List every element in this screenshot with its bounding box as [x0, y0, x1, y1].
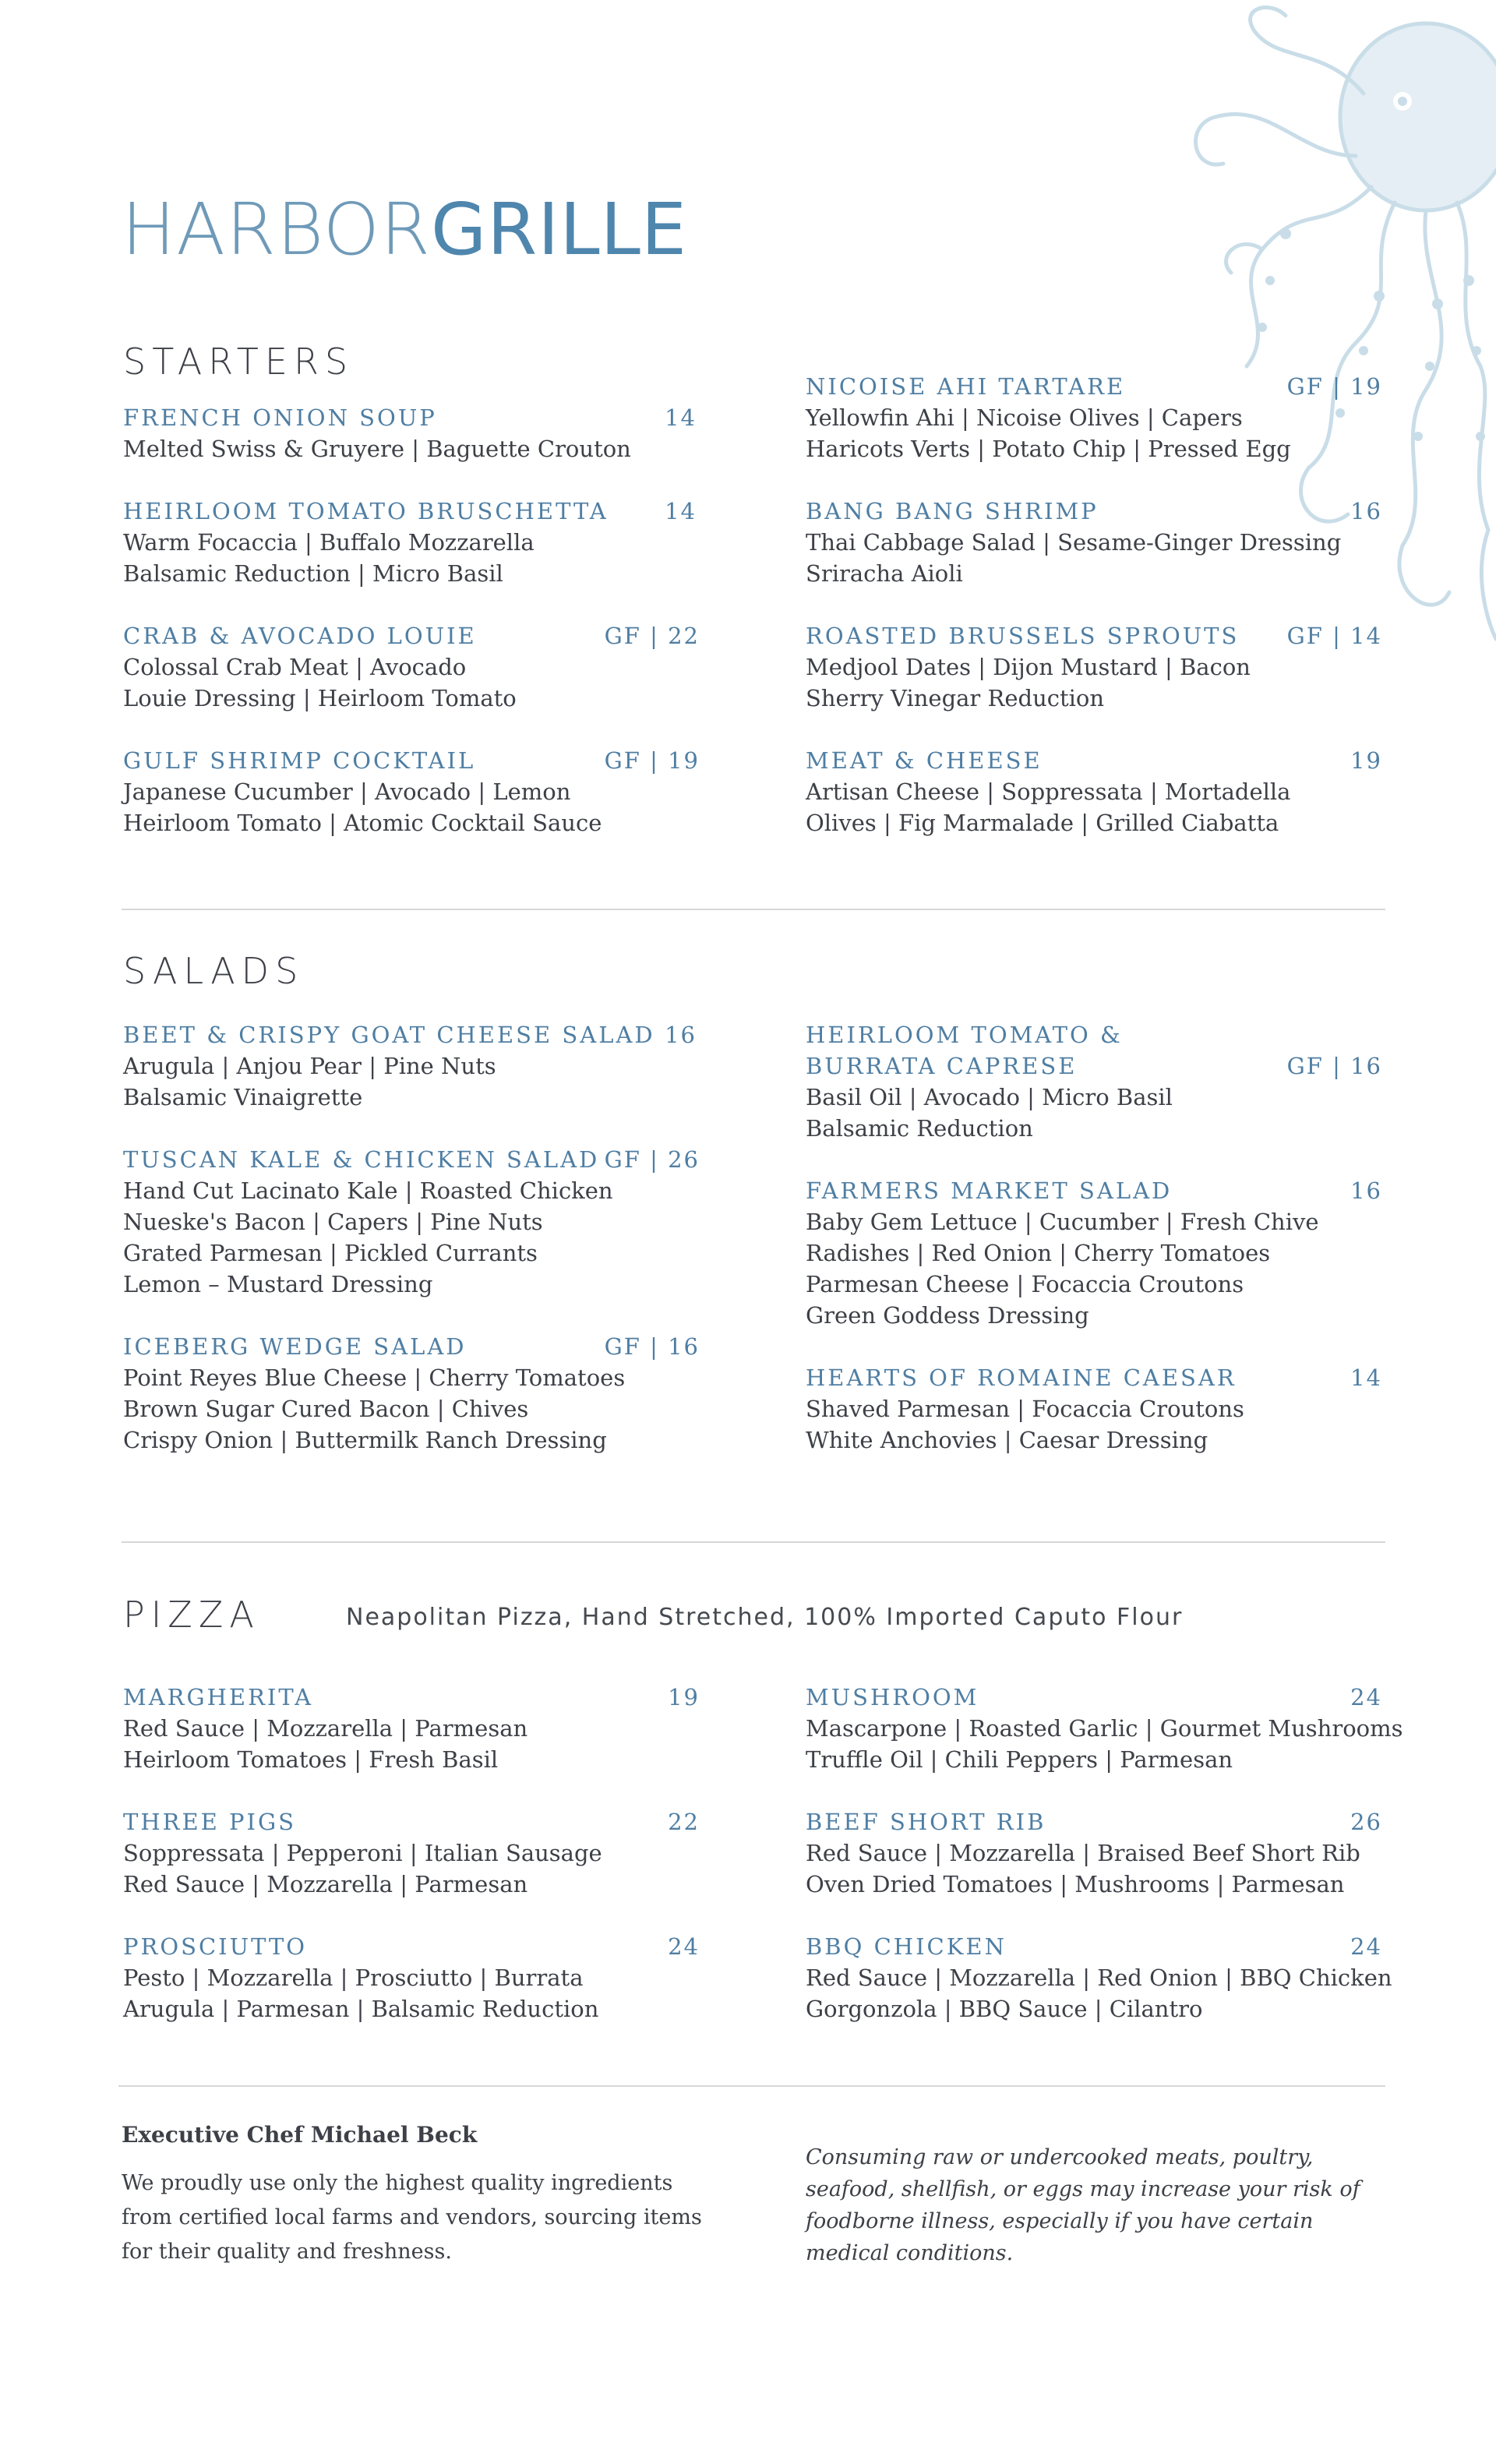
brand-logo	[122, 187, 687, 273]
brand-logo-grille: GRILLE	[431, 188, 687, 271]
item-desc-line: White Anchovies | Caesar Dressing	[806, 1427, 1208, 1453]
item-desc-line: Nueske's Bacon | Capers | Pine Nuts	[123, 1209, 543, 1235]
item-desc-line: Arugula | Parmesan | Balsamic Reduction	[123, 1996, 599, 2022]
item-name: TUSCAN KALE & CHICKEN SALAD	[123, 1146, 600, 1173]
menu-item-heirloom-burrata-caprese	[806, 1019, 1382, 1144]
section-divider	[122, 1541, 1385, 1543]
item-desc-line: Colossal Crab Meat | Avocado	[123, 654, 467, 680]
menu-item-tuscan-kale-chicken-salad	[123, 1144, 700, 1300]
item-desc-line: Red Sauce | Mozzarella | Parmesan	[123, 1715, 528, 1742]
item-price: 24	[1350, 1933, 1382, 1960]
menu-item-prosciutto	[123, 1931, 700, 2025]
item-desc-line: Red Sauce | Mozzarella | Braised Beef Short Rib	[806, 1840, 1360, 1866]
item-desc-line: Sherry Vinegar Reduction	[806, 685, 1105, 711]
item-desc-line: Shaved Parmesan | Focaccia Croutons	[806, 1396, 1244, 1422]
item-name: PROSCIUTTO	[123, 1933, 308, 1960]
item-price: 26	[1350, 1809, 1382, 1835]
sourcing-note: We proudly use only the highest quality ingredients from certified local farms and vendors, sourcing items for their quality and freshness.	[122, 2171, 702, 2264]
item-price: GF | 16	[1286, 1053, 1382, 1079]
menu-item-roasted-brussels-sprouts	[806, 620, 1382, 714]
item-price: 19	[668, 1684, 700, 1710]
item-price: GF | 26	[604, 1146, 700, 1173]
item-desc-line: Truffle Oil | Chili Peppers | Parmesan	[806, 1746, 1233, 1773]
item-price: 14	[1350, 1364, 1382, 1391]
menu-item-heirloom-tomato-bruschetta	[123, 496, 700, 589]
menu-item-iceberg-wedge-salad	[123, 1331, 700, 1456]
item-desc-line: Crispy Onion | Buttermilk Ranch Dressing	[123, 1427, 607, 1453]
menu-item-french-onion-soup	[123, 402, 700, 464]
item-desc-line: Balsamic Reduction	[806, 1115, 1033, 1142]
item-desc-line: Balsamic Vinaigrette	[123, 1084, 363, 1110]
item-desc-line: Artisan Cheese | Soppressata | Mortadella	[806, 778, 1291, 805]
item-name: FARMERS MARKET SALAD	[806, 1177, 1173, 1204]
pizza-subtitle: Neapolitan Pizza, Hand Stretched, 100% Imported Caputo Flour	[346, 1604, 1184, 1631]
item-price: GF | 16	[604, 1333, 700, 1360]
item-desc-line: Grated Parmesan | Pickled Currants	[123, 1240, 538, 1266]
item-desc-line: Sriracha Aioli	[806, 560, 963, 587]
menu-item-mushroom	[806, 1682, 1403, 1775]
menu-item-bang-bang-shrimp	[806, 496, 1382, 589]
item-desc-line: Heirloom Tomatoes | Fresh Basil	[123, 1746, 499, 1773]
item-name: MEAT & CHEESE	[806, 747, 1043, 774]
item-desc-line: Green Goddess Dressing	[806, 1302, 1089, 1329]
item-name: GULF SHRIMP COCKTAIL	[123, 747, 476, 774]
item-price: 16	[1350, 498, 1382, 524]
item-name-line-2: BURRATA CAPRESE	[806, 1053, 1078, 1079]
item-price: 24	[1350, 1684, 1382, 1710]
section-divider	[118, 2085, 1385, 2087]
item-price: 19	[1350, 747, 1382, 774]
item-desc-line: Radishes | Red Onion | Cherry Tomatoes	[806, 1240, 1271, 1266]
item-desc-line: Mascarpone | Roasted Garlic | Gourmet Mushrooms	[806, 1715, 1403, 1742]
item-price: GF | 14	[1286, 623, 1382, 649]
item-price: 14	[665, 498, 697, 524]
item-price: GF | 19	[604, 747, 700, 774]
item-name: ICEBERG WEDGE SALAD	[123, 1333, 467, 1360]
section-title-starters: STARTERS	[123, 341, 355, 383]
section-divider	[122, 909, 1385, 910]
item-desc-line: Hand Cut Lacinato Kale | Roasted Chicken	[123, 1177, 613, 1204]
item-desc-line: Melted Swiss & Gruyere | Baguette Crouton	[123, 436, 631, 462]
item-desc-line: Balsamic Reduction | Micro Basil	[123, 560, 503, 587]
item-price: GF | 19	[1286, 373, 1382, 400]
item-desc-line: Japanese Cucumber | Avocado | Lemon	[123, 778, 571, 805]
item-name: ROASTED BRUSSELS SPROUTS	[806, 623, 1240, 649]
menu-item-bbq-chicken	[806, 1931, 1392, 2025]
item-desc-line: Medjool Dates | Dijon Mustard | Bacon	[806, 654, 1251, 680]
item-name: BANG BANG SHRIMP	[806, 498, 1099, 524]
item-name: BEEF SHORT RIB	[806, 1809, 1046, 1835]
item-name-line-1: HEIRLOOM TOMATO &	[806, 1022, 1123, 1048]
item-desc-line: Arugula | Anjou Pear | Pine Nuts	[123, 1053, 496, 1079]
menu-item-margherita	[123, 1682, 700, 1775]
menu-item-three-pigs	[123, 1806, 700, 1900]
health-disclaimer: Consuming raw or undercooked meats, poultry, seafood, shellfish, or eggs may increase your risk of foodborne illness, especially if you have certain medical conditions.	[806, 2145, 1360, 2265]
item-desc-line: Point Reyes Blue Cheese | Cherry Tomatoes	[123, 1364, 626, 1391]
item-name: NICOISE AHI TARTARE	[806, 373, 1126, 400]
item-desc-line: Red Sauce | Mozzarella | Red Onion | BBQ Chicken	[806, 1964, 1392, 1991]
menu-item-beet-goat-cheese-salad	[123, 1019, 700, 1113]
item-desc-line: Haricots Verts | Potato Chip | Pressed Egg	[806, 436, 1291, 462]
item-name: THREE PIGS	[123, 1809, 297, 1835]
item-price: 16	[1350, 1177, 1382, 1204]
item-price: GF | 22	[604, 623, 700, 649]
item-price: 22	[668, 1809, 700, 1835]
chef-name: Executive Chef Michael Beck	[122, 2122, 478, 2148]
brand-logo-harbor: HARBOR	[122, 188, 431, 271]
item-name: MUSHROOM	[806, 1684, 979, 1710]
item-desc-line: Gorgonzola | BBQ Sauce | Cilantro	[806, 1996, 1203, 2022]
item-name: BBQ CHICKEN	[806, 1933, 1007, 1960]
item-desc-line: Thai Cabbage Salad | Sesame-Ginger Dressing	[806, 529, 1342, 556]
menu-item-farmers-market-salad	[806, 1175, 1382, 1331]
item-name: CRAB & AVOCADO LOUIE	[123, 623, 477, 649]
item-desc-line: Heirloom Tomato | Atomic Cocktail Sauce	[123, 810, 602, 836]
menu-item-beef-short-rib	[806, 1806, 1382, 1900]
item-desc-line: Brown Sugar Cured Bacon | Chives	[123, 1396, 529, 1422]
item-price: 14	[665, 404, 697, 431]
item-name: BEET & CRISPY GOAT CHEESE SALAD	[123, 1022, 655, 1048]
item-desc-line: Oven Dried Tomatoes | Mushrooms | Parmesan	[806, 1871, 1345, 1897]
menu-item-crab-avocado-louie	[123, 620, 700, 714]
item-desc-line: Soppressata | Pepperoni | Italian Sausage	[123, 1840, 602, 1866]
menu-item-hearts-of-romaine-caesar	[806, 1362, 1382, 1456]
item-desc-line: Red Sauce | Mozzarella | Parmesan	[123, 1871, 528, 1897]
item-name: HEARTS OF ROMAINE CAESAR	[806, 1364, 1237, 1391]
item-name: MARGHERITA	[123, 1684, 314, 1710]
item-desc-line: Basil Oil | Avocado | Micro Basil	[806, 1084, 1173, 1110]
item-name: FRENCH ONION SOUP	[123, 404, 437, 431]
menu-item-nicoise-ahi-tartare	[806, 371, 1382, 464]
item-desc-line: Yellowfin Ahi | Nicoise Olives | Capers	[806, 404, 1243, 431]
menu-item-gulf-shrimp-cocktail	[123, 745, 700, 838]
item-desc-line: Warm Focaccia | Buffalo Mozzarella	[123, 529, 535, 556]
item-desc-line: Lemon – Mustard Dressing	[123, 1271, 433, 1297]
item-name: HEIRLOOM TOMATO BRUSCHETTA	[123, 498, 609, 524]
item-desc-line: Louie Dressing | Heirloom Tomato	[123, 685, 517, 711]
item-desc-line: Baby Gem Lettuce | Cucumber | Fresh Chive	[806, 1209, 1319, 1235]
menu-item-meat-cheese	[806, 745, 1382, 838]
item-desc-line: Pesto | Mozzarella | Prosciutto | Burrata	[123, 1964, 584, 1991]
section-title-pizza: PIZZA	[123, 1594, 260, 1636]
item-desc-line: Parmesan Cheese | Focaccia Croutons	[806, 1271, 1244, 1297]
item-desc-line: Olives | Fig Marmalade | Grilled Ciabatta	[806, 810, 1279, 836]
item-price: 16	[665, 1022, 697, 1048]
section-title-salads: SALADS	[123, 950, 305, 992]
item-price: 24	[668, 1933, 700, 1960]
